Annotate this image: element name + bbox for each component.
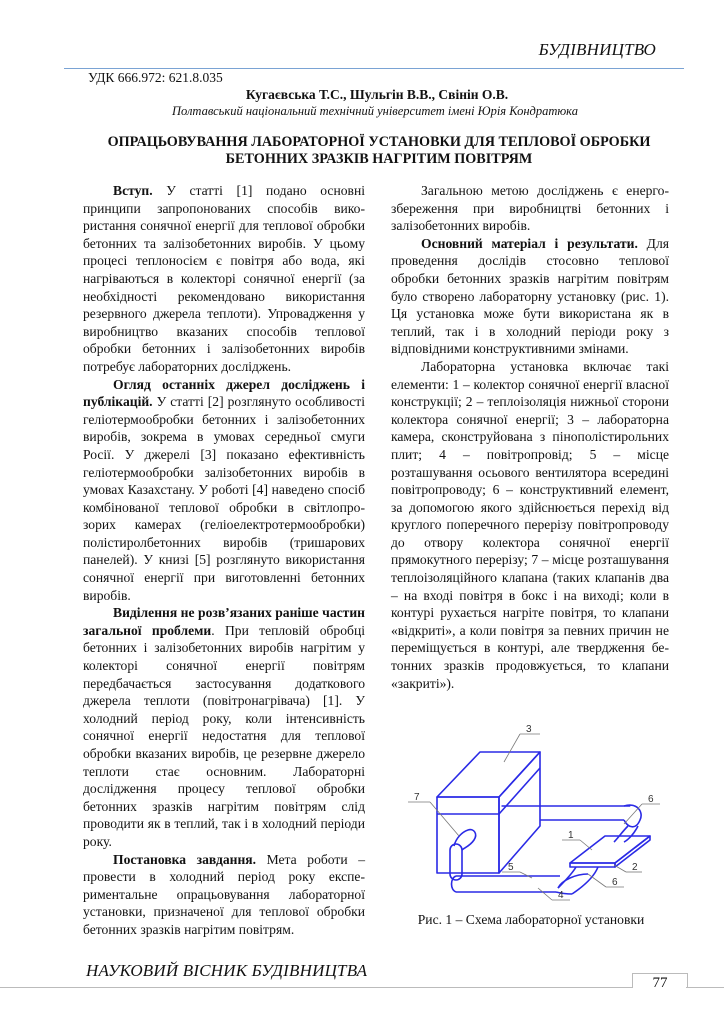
intro-paragraph — [83, 182, 365, 376]
task-paragraph — [83, 851, 365, 939]
label-2: 2 — [632, 862, 638, 873]
elements-paragraph: Лабораторна установка включає такі елементи: 1 – колектор сонячної енергії власної конструкції; 2 – теплоізоляція нижньої сторони колектора сонячної енергії; 3 – лабораторна камера, сконструйована з пінополістирольних плит; 4 – повітропровід; 5 – місце розташування осьового вентилятора всередині повітропроводу; 6 – конструктивний елемент, за допомогою якого здійснюється перехід від круглого поперечного перерізу повітропроводу до отвору колектора сонячної енергії прямокутного перерізу; 7 – місце розташування теплоізоляційного клапана (таких клапанів два – на вході повітря в бокс і на виході; коли в контурі рухається нагріте повітря, то клапани «відкриті», а коли повітря за певних причин не переміщується в контурі, але твердження бетонних зразків продовжується, то клапани «закриті»). — [391, 358, 669, 691]
left-column — [83, 182, 365, 939]
intro-text: У статті [1] подано основні принципи запропонованих способів використання сонячної енергії для теплової обробки бетонних та залізобетонних виробів. У цьому процесі теплоносієм є повітря або вода, які нагріваються в колекторі сонячної енергії (за необхідності рекомендовано використання резервного джерела теплоти). Упровадження у виробництво вказаних способів теплової обробки бетонних і залізобетонних виробів потребує лабораторних досліджень. — [83, 183, 365, 374]
footer-divider-right — [686, 987, 724, 988]
problem-heading: Виділення не розв’язаних раніше частин загальної проблеми — [83, 605, 365, 638]
chamber-side — [499, 752, 540, 873]
review-paragraph — [83, 376, 365, 605]
journal-title: НАУКОВИЙ ВІСНИК БУДІВНИЦТВА — [86, 961, 368, 980]
results-paragraph — [391, 235, 669, 358]
page-number: 77 — [652, 975, 668, 991]
label-5: 5 — [508, 862, 514, 873]
article-title — [84, 134, 674, 168]
lab-setup-diagram — [392, 722, 682, 912]
label-1: 1 — [568, 830, 574, 841]
task-heading: Постановка завдання. — [113, 851, 257, 867]
task-text: Мета роботи – провести в холодний період року експериментальне опрацьовування лабораторної установки, призначеної для теплової обробки бетонних зразків нагрітим повітрям. — [83, 851, 365, 937]
setup-schematic — [392, 722, 682, 912]
running-head: БУДІВНИЦТВО — [538, 40, 656, 59]
udk-code: УДК 666.972: 621.8.035 — [88, 70, 223, 85]
label-6-top: 6 — [648, 794, 654, 805]
label-6-bottom: 6 — [612, 877, 618, 888]
title-line-1: ОПРАЦЬОВУВАННЯ ЛАБОРАТОРНОЇ УСТАНОВКИ ДЛЯ ТЕПЛОВОЇ ОБРОБКИ — [107, 134, 651, 150]
authors: Кугаєвська Т.С., Шульгін В.В., Свінін О.В. — [245, 87, 509, 102]
title-line-2: БЕТОННИХ ЗРАЗКІВ НАГРІТИМ ПОВІТРЯМ — [225, 151, 533, 167]
label-3: 3 — [526, 724, 532, 735]
results-heading: Основний матеріал і результати. — [421, 235, 638, 251]
review-text: У статті [2] розглянуто особливості геліотермообробки бетонних і залізобетонних виробів, зокрема в умовах середньої смуги Росії. У джерелі [3] показано ефективність геліотермообробки залізобетонних виробів в умовах Казахстану. У роботі [4] наведено спосіб комбінованої теплової обробки в світлопрозорих камерах (геліоелектротермообробки) полістиролбетонних виробів (тришарових панелей). У книзі [5] розглянуто використання сонячної енергії при виготовленні бетонних виробів. — [83, 394, 365, 603]
review-heading: Огляд останніх джерел досліджень і публікацій. — [83, 376, 365, 410]
figure-caption: Рис. 1 – Схема лабораторної установки — [417, 912, 645, 927]
results-text: Для проведення дослідів стосовно теплової обробки бетонних зразків нагрітим повітрям було створено лабораторну установку (рис. 1). Ця установка може бути використана як в теплий, так і в холодний періоди року з відповідними конструктивними змінами. — [391, 235, 669, 357]
chamber-top — [437, 752, 540, 797]
intro-heading: Вступ. — [113, 183, 153, 198]
chamber-front — [437, 797, 499, 873]
problem-paragraph — [83, 604, 365, 850]
label-4: 4 — [558, 890, 564, 901]
label-7: 7 — [414, 792, 420, 803]
header-divider — [64, 68, 684, 69]
problem-text: . При тепловій обробці бетонних і залізобетонних виробів нагрітим у колекторі сонячної енергії повітрям передбачається застосування додаткового джерела теплоти (повітронагрівача) [1]. У холодний період року, коли інтенсивність сонячної енергії недостатня для теплової обробки вказаних виробів, це резервне джерело теплоти стає основним. Лабораторні дослідження процесу теплової обробки бетонних зразків нагрітим повітрям слід проводити як в теплий, так і в холодний періоди року. — [83, 622, 365, 849]
affiliation: Полтавський національний технічний університет імені Юрія Кондратюка — [172, 104, 578, 118]
goal-paragraph: Загальною метою досліджень є енергозбереження при виробництві бетонних і залізобетонних виробів. — [391, 183, 669, 234]
right-column — [391, 182, 669, 692]
footer-divider-left — [0, 987, 632, 988]
